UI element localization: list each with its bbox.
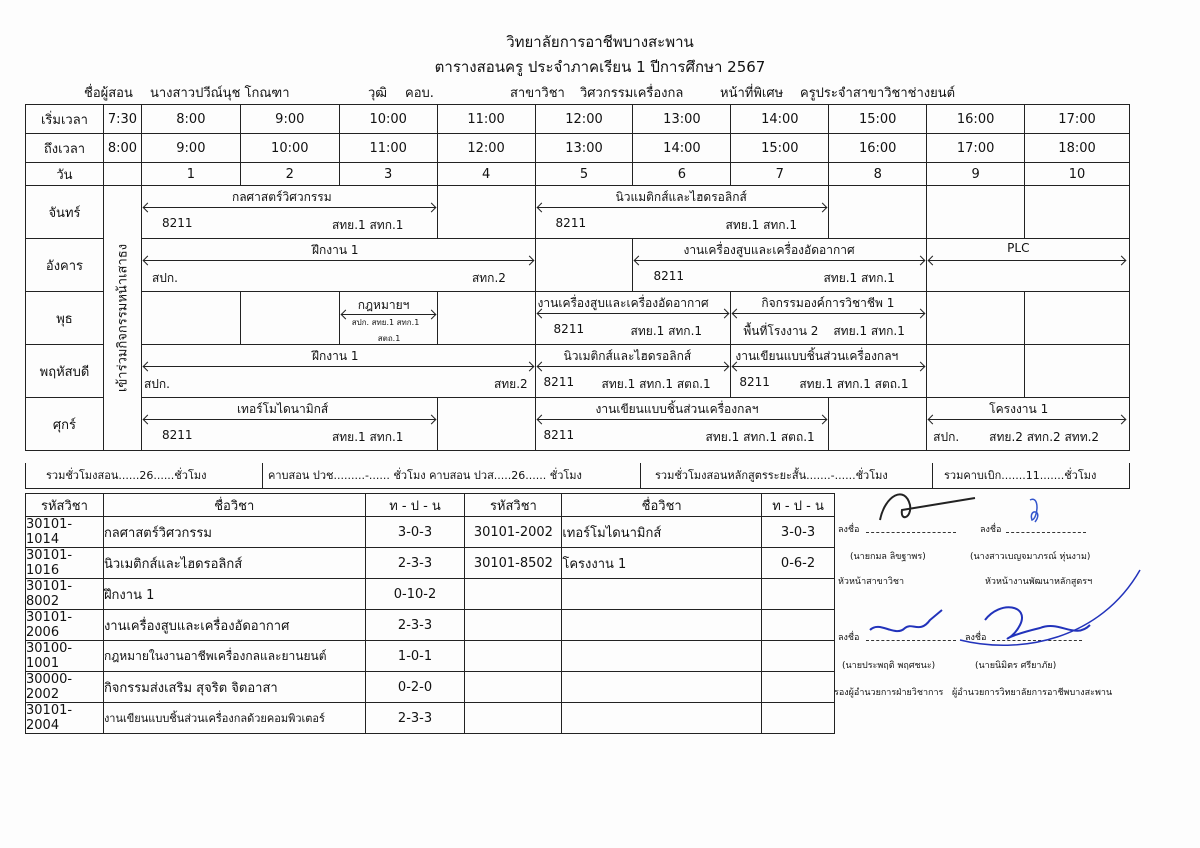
col-code: รหัสวิชา [465,494,562,517]
class-group: สทย.1 สทก.1 สตถ.1 [799,377,909,391]
class-group: สทย.1 สทก.1 [823,271,895,285]
signer-3-name: (นายประพฤติ พฤศชนะ) [842,661,936,671]
class-title: นิวแมติกส์และไฮดรอลิกส์ [615,190,747,204]
class-title: PLC [1007,241,1030,255]
period-number: 10 [1025,163,1130,186]
end-time: 16:00 [829,134,927,163]
class-title: กฎหมายฯ [357,298,410,312]
day-name: ศุกร์ [26,398,104,451]
subject-tpn: 1-0-1 [365,641,465,672]
subject-code: 30101-1016 [26,548,104,579]
class-room: 8211 [653,269,684,283]
subject-name: กฎหมายในงานอาชีพเครื่องกลและยานยนต์ [103,641,365,672]
start-time: 7:30 [103,105,141,134]
class-title: งานเขียนแบบชิ้นส่วนเครื่องกลฯ [595,402,759,416]
class-title: กลศาสตร์วิศวกรรม [231,190,332,204]
day-name: พุธ [26,292,104,345]
summary-levels: คาบสอน ปวช.........-...... ชั่วโมง คาบสอน ปวส.....26...... ชั่วโมง [268,469,582,482]
class-room: 8211 [739,375,770,389]
teacher-name: นางสาวปวีณ์นุช โกณฑา [150,86,290,101]
class-group: สทย.2 สทก.2 สทท.2 [989,430,1100,444]
subject-name: กิจกรรมส่งเสริม สุจริต จิตอาสา [103,672,365,703]
signer-2-position: หัวหน้างานพัฒนาหลักสูตรฯ [985,577,1093,587]
class-room: 8211 [543,428,575,442]
period-number: 3 [339,163,437,186]
day-name: อังคาร [26,239,104,292]
class-title: ฝึกงาน 1 [311,243,359,257]
class-group: สทย.1 สทก.1 [331,430,404,444]
period-number: 1 [141,163,240,186]
subject-name: เทอร์โมไดนามิกส์ [562,517,762,548]
dept-value: วิศวกรรมเครื่องกล [580,86,684,101]
signer-4-name: (นายนิมิตร ศรียาภัย) [975,661,1057,671]
class-title: นิวเมติกส์และไฮดรอลิกส์ [563,349,692,363]
period-number: 5 [535,163,633,186]
class-group: สปก. สทย.1 สทก.1 [351,318,420,327]
subject-code: 30000-2002 [26,672,104,703]
class-room: 8211 [161,428,193,442]
class-title: งานเครื่องสูบและเครื่องอัดอากาศ [683,243,855,257]
flag-ceremony-text: เข้าร่วมกิจกรรมหน้าเสาธง [115,243,131,393]
end-time: 14:00 [633,134,731,163]
end-time: 18:00 [1025,134,1130,163]
end-time: 11:00 [339,134,437,163]
class-title: เทอร์โมไดนามิกส์ [236,402,329,416]
sign-label: ลงชื่อ [838,525,860,535]
col-name: ชื่อวิชา [103,494,365,517]
signer-1-position: หัวหน้าสาขาวิชา [838,577,905,587]
subject-tpn: 3-0-3 [365,517,465,548]
class-room: 8211 [543,375,575,389]
class-title: โครงงาน 1 [989,402,1049,416]
teacher-label: ชื่อผู้สอน [84,86,133,101]
class-group: สทย.1 สทก.1 สตถ.1 [705,430,815,444]
signer-1-name: (นายกมล ลิขฐาพร) [850,552,926,562]
class-room: 8211 [553,322,585,336]
subject-name: กลศาสตร์วิศวกรรม [103,517,365,548]
start-time: 14:00 [731,105,829,134]
subject-code: 30101-1014 [26,517,104,548]
subject-code: 30101-2006 [26,610,104,641]
signer-4-position: ผู้อำนวยการวิทยาลัยการอาชีพบางสะพาน [952,688,1113,698]
class-room: สปก. [151,271,178,285]
subject-tpn: 0-6-2 [762,548,835,579]
duty-value: ครูประจำสาขาวิชาช่างยนต์ [800,86,956,101]
signer-2-name: (นางสาวเบญจมาภรณ์ หุ่นงาม) [970,552,1091,562]
day-label: วัน [26,163,104,186]
class-room: สปก. [933,430,960,444]
subject-tpn: 0-10-2 [365,579,465,610]
schedule-title: ตารางสอนครู ประจำภาคเรียน 1 ปีการศึกษา 2567 [434,58,766,76]
subject-name: โครงงาน 1 [562,548,762,579]
start-time: 16:00 [927,105,1025,134]
end-time: 12:00 [437,134,535,163]
class-group: สทย.1 สทก.1 สตถ.1 [601,377,711,391]
start-label: เริ่มเวลา [26,105,104,134]
end-time: 10:00 [240,134,339,163]
subject-name: ฝึกงาน 1 [103,579,365,610]
subject-code: 30101-8002 [26,579,104,610]
subject-code: 30101-2002 [465,517,562,548]
class-group: สทย.2 [493,377,528,391]
end-time: 9:00 [141,134,240,163]
summary-extra: รวมคาบเบิก.......11.......ชั่วโมง [944,469,1097,482]
end-time: 13:00 [535,134,633,163]
class-title: งานเครื่องสูบและเครื่องอัดอากาศ [537,296,709,310]
subject-tpn: 2-3-3 [365,548,465,579]
dept-label: สาขาวิชา [510,86,565,101]
class-group: สทย.1 สทก.1 [725,218,798,232]
subject-name: นิวเมติกส์และไฮดรอลิกส์ [103,548,365,579]
class-title: ฝึกงาน 1 [311,349,359,363]
col-name: ชื่อวิชา [562,494,762,517]
subject-code: 30100-1001 [26,641,104,672]
subject-code: 30101-8502 [465,548,562,579]
degree-value: คอบ. [405,86,434,101]
subject-tpn: 0-2-0 [365,672,465,703]
class-room: 8211 [555,216,587,230]
class-group: สทก.2 [471,271,506,285]
subject-code: 30101-2004 [26,703,104,734]
start-time: 11:00 [437,105,535,134]
subject-tpn: 3-0-3 [762,517,835,548]
subject-tpn: 2-3-3 [365,610,465,641]
col-tpn: ท - ป - น [762,494,835,517]
end-label: ถึงเวลา [26,134,104,163]
class-room: สปก. [143,377,170,391]
subject-name: งานเครื่องสูบและเครื่องอัดอากาศ [103,610,365,641]
college-title: วิทยาลัยการอาชีพบางสะพาน [506,33,694,51]
class-group: สตถ.1 [377,334,401,343]
class-title: งานเขียนแบบชิ้นส่วนเครื่องกลฯ [735,349,899,363]
period-number: 6 [633,163,731,186]
period-number: 2 [240,163,339,186]
class-room: พื้นที่โรงงาน 2 [743,324,819,338]
class-title: กิจกรรมองค์การวิชาชีพ 1 [761,296,895,310]
sign-label: ลงชื่อ [838,633,860,643]
start-time: 15:00 [829,105,927,134]
duty-label: หน้าที่พิเศษ [720,86,784,101]
day-name: พฤหัสบดี [26,345,104,398]
signer-3-position: รองผู้อำนวยการฝ่ายวิชาการ [834,688,944,698]
class-group: สทย.1 สทก.1 [331,218,404,232]
subject-tpn: 2-3-3 [365,703,465,734]
summary-short: รวมชั่วโมงสอนหลักสูตรระยะสั้น.......-......ชั่วโมง [655,469,888,482]
col-code: รหัสวิชา [26,494,104,517]
start-time: 13:00 [633,105,731,134]
class-group: สทย.1 สทก.1 [833,324,905,338]
period-number: 7 [731,163,829,186]
start-time: 12:00 [535,105,633,134]
start-time: 8:00 [141,105,240,134]
end-time: 15:00 [731,134,829,163]
summary-total: รวมชั่วโมงสอน......26......ชั่วโมง [46,469,207,482]
sign-label: ลงชื่อ [980,525,1002,535]
start-time: 17:00 [1025,105,1130,134]
period-number: 8 [829,163,927,186]
end-time: 17:00 [927,134,1025,163]
day-name: จันทร์ [26,186,104,239]
sign-label: ลงชื่อ [965,633,987,643]
period-number: 4 [437,163,535,186]
class-room: 8211 [161,216,193,230]
degree-label: วุฒิ [368,86,388,101]
period-number: 9 [927,163,1025,186]
end-time: 8:00 [103,134,141,163]
subject-name: งานเขียนแบบชิ้นส่วนเครื่องกลด้วยคอมพิวเตอร์ [103,703,365,734]
col-tpn: ท - ป - น [365,494,465,517]
start-time: 9:00 [240,105,339,134]
start-time: 10:00 [339,105,437,134]
class-group: สทย.1 สทก.1 [630,324,703,338]
